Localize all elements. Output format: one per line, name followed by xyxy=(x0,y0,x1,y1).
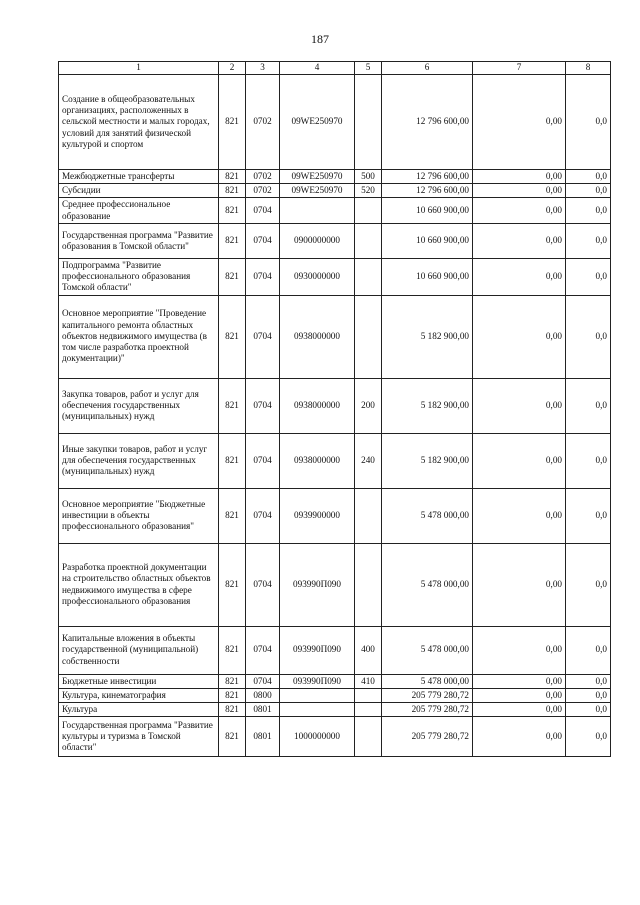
row-name-cell: Основное мероприятие "Бюджетные инвестиции в объекты профессионального образования" xyxy=(59,488,219,543)
col8-cell: 0,0 xyxy=(566,543,611,626)
target-code-cell xyxy=(280,702,355,716)
amount-cell: 12 796 600,00 xyxy=(382,184,473,198)
target-code-cell: 0938000000 xyxy=(280,433,355,488)
table-row xyxy=(59,258,611,295)
col8-cell: 0,0 xyxy=(566,223,611,258)
expense-type-cell xyxy=(355,75,382,170)
amount-cell: 10 660 900,00 xyxy=(382,223,473,258)
table-row xyxy=(59,184,611,198)
col8-cell: 0,0 xyxy=(566,717,611,757)
table-row xyxy=(59,543,611,626)
target-code-cell: 09WE250970 xyxy=(280,184,355,198)
expense-type-cell xyxy=(355,717,382,757)
section-cell: 0702 xyxy=(246,184,280,198)
row-name-cell: Межбюджетные трансферты xyxy=(59,170,219,184)
expense-type-cell xyxy=(355,488,382,543)
header-row xyxy=(59,62,611,75)
target-code-cell: 0938000000 xyxy=(280,295,355,378)
amount-cell: 5 182 900,00 xyxy=(382,295,473,378)
row-name-cell: Иные закупки товаров, работ и услуг для обеспечения государственных (муниципальных) нужд xyxy=(59,433,219,488)
target-code-cell: 0938000000 xyxy=(280,378,355,433)
col7-cell: 0,00 xyxy=(473,198,566,223)
table-row xyxy=(59,702,611,716)
table-row xyxy=(59,717,611,757)
col8-cell: 0,0 xyxy=(566,674,611,688)
table-row xyxy=(59,295,611,378)
row-name-cell: Государственная программа "Развитие культуры и туризма в Томской области" xyxy=(59,717,219,757)
amount-cell: 5 478 000,00 xyxy=(382,543,473,626)
row-name-cell: Культура xyxy=(59,702,219,716)
expense-type-cell: 240 xyxy=(355,433,382,488)
row-name-cell: Основное мероприятие "Проведение капитального ремонта областных объектов недвижимого имущества (в том числе разработка проектной документации)" xyxy=(59,295,219,378)
row-name-cell: Субсидии xyxy=(59,184,219,198)
col8-cell: 0,0 xyxy=(566,702,611,716)
row-name-cell: Закупка товаров, работ и услуг для обеспечения государственных (муниципальных) нужд xyxy=(59,378,219,433)
header-cell: 3 xyxy=(246,62,280,75)
col8-cell: 0,0 xyxy=(566,378,611,433)
grbs-cell: 821 xyxy=(219,184,246,198)
target-code-cell: 0900000000 xyxy=(280,223,355,258)
grbs-cell: 821 xyxy=(219,717,246,757)
col7-cell: 0,00 xyxy=(473,688,566,702)
amount-cell: 205 779 280,72 xyxy=(382,688,473,702)
col7-cell: 0,00 xyxy=(473,223,566,258)
amount-cell: 5 182 900,00 xyxy=(382,433,473,488)
grbs-cell: 821 xyxy=(219,198,246,223)
grbs-cell: 821 xyxy=(219,75,246,170)
table-row xyxy=(59,378,611,433)
grbs-cell: 821 xyxy=(219,688,246,702)
grbs-cell: 821 xyxy=(219,674,246,688)
amount-cell: 12 796 600,00 xyxy=(382,170,473,184)
grbs-cell: 821 xyxy=(219,295,246,378)
col8-cell: 0,0 xyxy=(566,258,611,295)
target-code-cell: 09WE250970 xyxy=(280,170,355,184)
col7-cell: 0,00 xyxy=(473,184,566,198)
header-cell: 7 xyxy=(473,62,566,75)
table-row xyxy=(59,433,611,488)
page-number: 187 xyxy=(311,32,329,46)
col7-cell: 0,00 xyxy=(473,378,566,433)
amount-cell: 5 478 000,00 xyxy=(382,674,473,688)
row-name-cell: Среднее профессиональное образование xyxy=(59,198,219,223)
expense-type-cell: 410 xyxy=(355,674,382,688)
col7-cell: 0,00 xyxy=(473,170,566,184)
col7-cell: 0,00 xyxy=(473,433,566,488)
expense-type-cell: 400 xyxy=(355,626,382,674)
section-cell: 0704 xyxy=(246,433,280,488)
amount-cell: 10 660 900,00 xyxy=(382,258,473,295)
amount-cell: 5 478 000,00 xyxy=(382,626,473,674)
table-row xyxy=(59,198,611,223)
target-code-cell xyxy=(280,198,355,223)
col8-cell: 0,0 xyxy=(566,184,611,198)
target-code-cell: 093990П090 xyxy=(280,674,355,688)
amount-cell: 5 478 000,00 xyxy=(382,488,473,543)
col7-cell: 0,00 xyxy=(473,258,566,295)
expense-type-cell xyxy=(355,258,382,295)
expense-type-cell xyxy=(355,223,382,258)
target-code-cell: 09WE250970 xyxy=(280,75,355,170)
amount-cell: 5 182 900,00 xyxy=(382,378,473,433)
table-row xyxy=(59,170,611,184)
target-code-cell xyxy=(280,688,355,702)
col8-cell: 0,0 xyxy=(566,295,611,378)
table-row xyxy=(59,75,611,170)
col8-cell: 0,0 xyxy=(566,626,611,674)
grbs-cell: 821 xyxy=(219,258,246,295)
target-code-cell: 0930000000 xyxy=(280,258,355,295)
row-name-cell: Государственная программа "Развитие образования в Томской области" xyxy=(59,223,219,258)
expense-type-cell xyxy=(355,543,382,626)
expense-type-cell xyxy=(355,198,382,223)
grbs-cell: 821 xyxy=(219,488,246,543)
expense-type-cell: 520 xyxy=(355,184,382,198)
expense-type-cell xyxy=(355,688,382,702)
target-code-cell: 093990П090 xyxy=(280,543,355,626)
col8-cell: 0,0 xyxy=(566,75,611,170)
amount-cell: 12 796 600,00 xyxy=(382,75,473,170)
expense-type-cell xyxy=(355,702,382,716)
section-cell: 0704 xyxy=(246,626,280,674)
grbs-cell: 821 xyxy=(219,626,246,674)
table-row xyxy=(59,488,611,543)
header-cell: 8 xyxy=(566,62,611,75)
row-name-cell: Культура, кинематография xyxy=(59,688,219,702)
section-cell: 0801 xyxy=(246,702,280,716)
col7-cell: 0,00 xyxy=(473,717,566,757)
section-cell: 0800 xyxy=(246,688,280,702)
header-cell: 2 xyxy=(219,62,246,75)
section-cell: 0704 xyxy=(246,223,280,258)
col8-cell: 0,0 xyxy=(566,688,611,702)
col8-cell: 0,0 xyxy=(566,198,611,223)
expense-type-cell: 500 xyxy=(355,170,382,184)
col7-cell: 0,00 xyxy=(473,488,566,543)
grbs-cell: 821 xyxy=(219,433,246,488)
col7-cell: 0,00 xyxy=(473,295,566,378)
row-name-cell: Бюджетные инвестиции xyxy=(59,674,219,688)
grbs-cell: 821 xyxy=(219,170,246,184)
target-code-cell: 0939900000 xyxy=(280,488,355,543)
target-code-cell: 093990П090 xyxy=(280,626,355,674)
row-name-cell: Подпрограмма "Развитие профессионального образования Томской области" xyxy=(59,258,219,295)
col8-cell: 0,0 xyxy=(566,488,611,543)
table-row xyxy=(59,688,611,702)
grbs-cell: 821 xyxy=(219,378,246,433)
section-cell: 0704 xyxy=(246,198,280,223)
col7-cell: 0,00 xyxy=(473,674,566,688)
section-cell: 0704 xyxy=(246,674,280,688)
section-cell: 0704 xyxy=(246,543,280,626)
expense-type-cell xyxy=(355,295,382,378)
amount-cell: 205 779 280,72 xyxy=(382,702,473,716)
col7-cell: 0,00 xyxy=(473,626,566,674)
header-cell: 6 xyxy=(382,62,473,75)
table-row xyxy=(59,674,611,688)
amount-cell: 205 779 280,72 xyxy=(382,717,473,757)
col7-cell: 0,00 xyxy=(473,702,566,716)
amount-cell: 10 660 900,00 xyxy=(382,198,473,223)
section-cell: 0702 xyxy=(246,75,280,170)
col8-cell: 0,0 xyxy=(566,170,611,184)
section-cell: 0704 xyxy=(246,488,280,543)
budget-table xyxy=(58,61,611,757)
header-cell: 5 xyxy=(355,62,382,75)
section-cell: 0704 xyxy=(246,295,280,378)
grbs-cell: 821 xyxy=(219,223,246,258)
target-code-cell: 1000000000 xyxy=(280,717,355,757)
col7-cell: 0,00 xyxy=(473,75,566,170)
section-cell: 0704 xyxy=(246,258,280,295)
table-row xyxy=(59,223,611,258)
col8-cell: 0,0 xyxy=(566,433,611,488)
header-cell: 4 xyxy=(280,62,355,75)
expense-type-cell: 200 xyxy=(355,378,382,433)
table-row xyxy=(59,626,611,674)
section-cell: 0704 xyxy=(246,378,280,433)
row-name-cell: Разработка проектной документации на строительство областных объектов недвижимого имущества в сфере профессионального образования xyxy=(59,543,219,626)
grbs-cell: 821 xyxy=(219,543,246,626)
section-cell: 0702 xyxy=(246,170,280,184)
col7-cell: 0,00 xyxy=(473,543,566,626)
row-name-cell: Создание в общеобразовательных организациях, расположенных в сельской местности и малых городах, условий для занятий физической культурой и спортом xyxy=(59,75,219,170)
section-cell: 0801 xyxy=(246,717,280,757)
row-name-cell: Капитальные вложения в объекты государственной (муниципальной) собственности xyxy=(59,626,219,674)
header-cell: 1 xyxy=(59,62,219,75)
grbs-cell: 821 xyxy=(219,702,246,716)
